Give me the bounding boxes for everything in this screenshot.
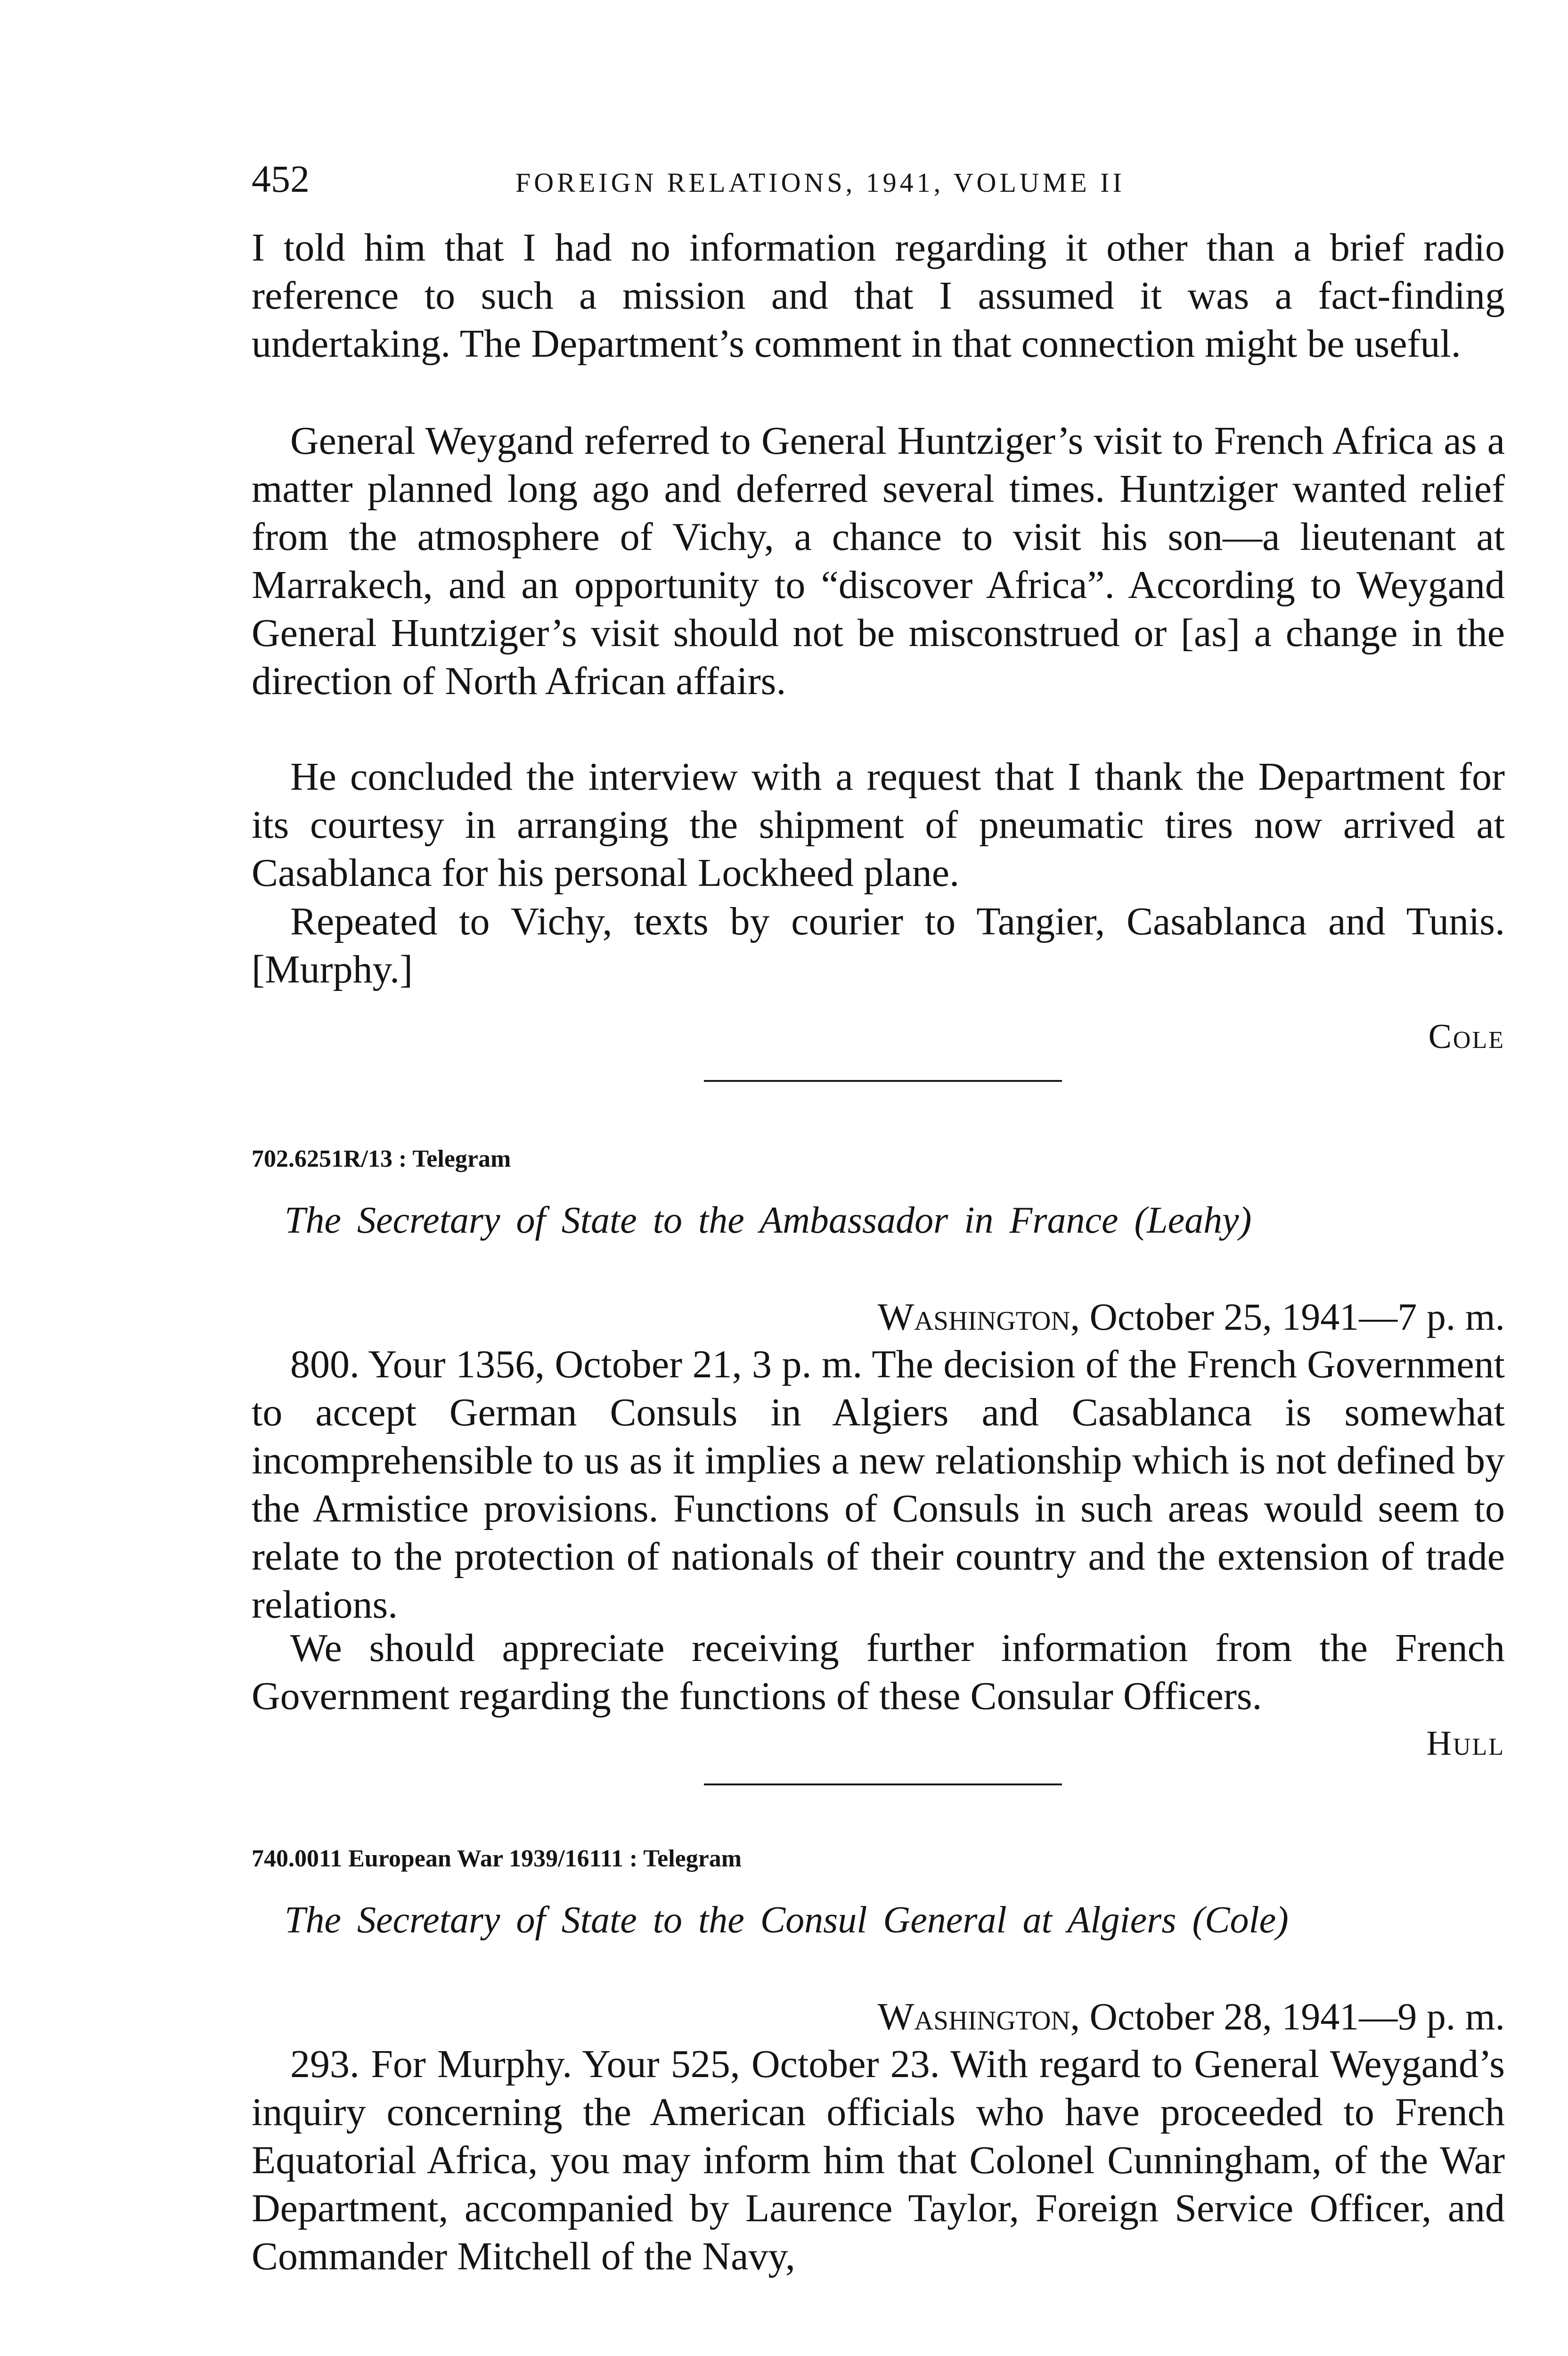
telegram-800-paragraph-1: 800. Your 1356, October 21, 3 p. m. The decision of the French Government to accept German Consuls in Algiers and Casablanca is somewhat incomprehensible to us as it implies a new relationship which is not defined by the Armistice provisions. Functions of Consuls in such areas would seem to relate to the protection of nationals of their country and the extension of trade relations. xyxy=(252,1342,1505,1627)
telegram-800-paragraph-2: We should appreciate receiving further information from the French Government regarding the functions of these Consular Officers. xyxy=(252,1626,1505,1718)
continuation-paragraph-1: I told him that I had no information regarding it other than a brief radio reference to such a mission and that I assumed it was a fact-finding undertaking. The Department’s comment in that connection might be useful. xyxy=(252,226,1505,366)
dateline-1 xyxy=(878,1293,1505,1341)
continuation-paragraph-4: Repeated to Vichy, texts by courier to Tangier, Casablanca and Tunis. [Murphy.] xyxy=(252,900,1505,991)
continuation-paragraph-2: General Weygand referred to General Huntziger’s visit to French Africa as a matter planned long ago and deferred several times. Huntziger wanted relief from the atmosphere of Vichy, a chance to visit his son—a lieutenant at Marrakech, and an opportunity to “discover Africa”. According to Weygand General Huntziger’s visit should not be misconstrued or [as] a change in the direction of North African affairs. xyxy=(252,419,1505,703)
signature-cole: Cole xyxy=(1428,1017,1505,1056)
document-page xyxy=(252,0,1505,2356)
document-title-2: The Secretary of State to the Consul General at Algiers (Cole) xyxy=(285,1899,1289,1941)
signature-hull: Hull xyxy=(1426,1724,1505,1763)
section-divider-1 xyxy=(704,1080,1062,1082)
dateline-2 xyxy=(878,1993,1505,2040)
dateline-date-1: , October 25, 1941—7 p. m. xyxy=(1070,1295,1505,1338)
dateline-place-2: Washington xyxy=(877,1995,1070,2038)
file-reference-2: 740.0011 European War 1939/16111 : Telegram xyxy=(252,1845,742,1872)
section-divider-2 xyxy=(704,1783,1062,1785)
dateline-date-2: , October 28, 1941—9 p. m. xyxy=(1070,1995,1505,2038)
document-title-1: The Secretary of State to the Ambassador in France (Leahy) xyxy=(285,1200,1252,1241)
telegram-293-paragraph-1: 293. For Murphy. Your 525, October 23. With regard to General Weygand’s inquiry concerning the American officials who have proceeded to French Equatorial Africa, you may inform him that Colonel Cunningham, of the War Department, accompanied by Laurence Taylor, Foreign Service Officer, and Commander Mitchell of the Navy, xyxy=(252,2042,1505,2278)
file-reference-1: 702.6251R/13 : Telegram xyxy=(252,1145,511,1172)
running-head xyxy=(252,155,1505,203)
continuation-paragraph-3: He concluded the interview with a request that I thank the Department for its courtesy in arranging the shipment of pneumatic tires now arrived at Casablanca for his personal Lockheed plane. xyxy=(252,755,1505,895)
page-number: 452 xyxy=(252,157,310,200)
running-title: FOREIGN RELATIONS, 1941, VOLUME II xyxy=(515,167,1125,198)
dateline-place-1: Washington xyxy=(877,1295,1070,1338)
